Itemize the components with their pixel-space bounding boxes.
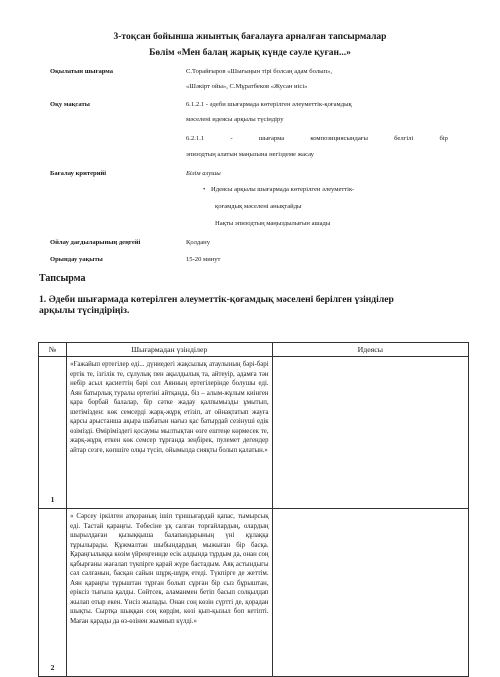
table-row xyxy=(39,509,469,677)
objective-1-line2: мәселені идеясы арқылы түсіндіру xyxy=(186,116,284,123)
task-heading-line1: 1. Әдеби шығармада көтерілген әлеуметтік-қоғамдық мәселені берілген үзінділер xyxy=(39,294,394,305)
authors-value-line1: С.Торайғыров «Шығыңын тірі болсаң адам болып», xyxy=(186,68,333,75)
idea-answer-cell[interactable] xyxy=(272,509,468,677)
task-section-title: Тапсырма xyxy=(39,273,86,284)
column-header-idea: Идеясы xyxy=(272,343,468,357)
objective-2-word: бір xyxy=(439,135,448,142)
authors-value-line2: «Шәкірт ойы», С.Мұратбеков «Жусан иісі» xyxy=(186,83,308,90)
objective-2-word: 6.2.1.1 xyxy=(186,135,205,142)
time-value: 15-20 минут xyxy=(186,256,221,263)
thinking-value: Қолдану xyxy=(186,239,211,246)
table-header-row xyxy=(39,343,469,357)
objective-2-word: композициясындағы xyxy=(310,135,368,142)
objective-2-word: - xyxy=(230,135,233,142)
objective-2-word: шығарма xyxy=(258,135,285,142)
criterion-1-text: Идеясы арқылы шығармада көтерілген әлеуметтік- xyxy=(211,186,355,193)
task-heading-line2: арқылы түсіндіріңіз. xyxy=(39,305,130,316)
objectives-label: Оқу мақсаты xyxy=(50,101,90,108)
column-header-number: № xyxy=(39,343,67,357)
objective-2-line2: эпизодтың алатын маңызына негіздеме жасау xyxy=(186,151,314,158)
section-title: Бөлім «Мен балаң жарық күнде сәуле қуған...» xyxy=(149,48,351,58)
objective-2-word: белгілі xyxy=(394,135,414,142)
criterion-1-line1 xyxy=(203,186,354,193)
thinking-label: Ойлау дағдыларының деңгейі xyxy=(50,239,141,246)
criteria-label: Бағалау критерийі xyxy=(50,170,107,177)
criterion-2: Нақты эпизодтың маңыздылығын ашады xyxy=(215,220,331,227)
objective-1-line1: 6.1.2.1 - әдеби шығармада көтерілген әлеуметтік-қоғамдық xyxy=(186,101,352,108)
criteria-intro: Білім алушы xyxy=(186,170,221,177)
page-title: 3-тоқсан бойынша жиынтық бағалауға арналған тапсырмалар xyxy=(113,32,387,42)
bullet-icon: • xyxy=(203,186,206,193)
row-number: 1 xyxy=(39,357,67,509)
excerpts-table xyxy=(38,342,469,677)
excerpt-text: «Ғажайып ертегілер еді... дүниедегі жақсылық атаулының бәрі-бәрі ертік те, ізгілік те, сұлулық пен ақылдылық та, айтеуір, адамға тән небір асыл қасиеттің бәрі сол Аянның ертегілерінде болушы еді. Аян батырлық туралы ертегіні айтқанда, біз – алым-жұлым киінген қара борбай балалар, бір сәтке жадау қалпымызды ұмытып, шетімізден: көк семсерді жарқ-жұрқ етізіп, ат ойнақтатып жауға қарсы арыстанша ақыра шабатын нағыз қас батырдай сезінуші едік өзімізді. Өміріміздегі қосаумы мылтықтан өзге ештеңе көрмесек те, жарқ-жұрқ еткен көк семсер тұрғанда зеңбірек, пулемет дегендер айтар сезге, көпшіге олқы түсіп, ойымызда сияқты болып қалатын.» xyxy=(67,357,272,509)
excerpt-text: « Сәрсеу іркілген атқораның ішіп тұншығардай қапас, тымырсық еді. Тастай қараңғы. Төбесіне ұқ салған торғайлардың, олардың шырылдаған қызыққыша балапандарының үні құлаққа тұрылырады. Құжмалтан шыбындардың мыжыған бір басқа. Қараңғылыққа көзім үйреңгеннде есік алдында тұрдым да, онан соң қабырғаны жағалап түкпірге қарай жүре бастадым. Аяқ астындыгы сәл салғанын, басқан сайын шұрқ-шұрқ етеді. Түкпірге де жеттім. Аян қараңғы тұрыштан тұрған болып сұрған бір сыз бұрыштан, еріксіз тығыла қалды. Сөйтсек, аламанмен бетіп басып солқылдап жылап отыр екен. Үнсіз жылады. Онан соң көзін сүртті де, қорадан шықты. Сыртқа шыққан соң көрдім, көзі қып-қызыл боп кетіпті. Маған қарады да өз-өзінен жымиып күлді.» xyxy=(67,509,272,677)
column-header-excerpts: Шығармадан үзінділер xyxy=(67,343,272,357)
row-number: 2 xyxy=(39,509,67,677)
objective-2-line1 xyxy=(186,135,448,142)
time-label: Орындау уақыты xyxy=(50,256,103,263)
table-row xyxy=(39,357,469,509)
idea-answer-cell[interactable] xyxy=(272,357,468,509)
authors-label: Оқылатын шығарма xyxy=(50,68,114,75)
criterion-1-line2: қоғамдық мәселені анықтайды xyxy=(215,203,302,210)
